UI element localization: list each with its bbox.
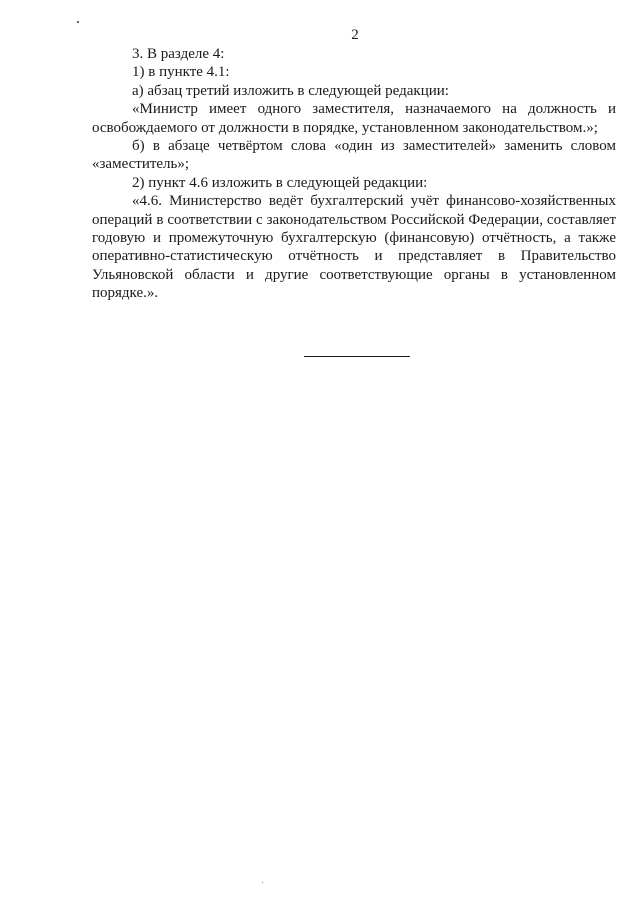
clause-item: 1) в пункте 4.1:	[132, 64, 230, 81]
subclause-item: а) абзац третий изложить в следующей редакции:	[132, 82, 449, 99]
quoted-text: «4.6. Министерство ведёт бухгалтерский учёт финансово-хозяйственных операций в соответствии с законодательством Российской Федерации, составляет годовую и промежуточную бухгалтерскую (финансовую) отчётность, а также оперативно-статистическую отчётность и представляет в Правительство Ульяновской области и другие соответствующие органы в установленном порядке.».	[92, 193, 616, 302]
quoted-text: «Министр имеет одного заместителя, назначаемого на должность и освобождаемого от должности в порядке, установленном законодательством.»;	[92, 101, 616, 136]
section-heading: 3. В разделе 4:	[132, 46, 225, 62]
scan-artifact-dot	[77, 21, 79, 23]
end-separator-line	[304, 356, 410, 357]
document-body	[92, 45, 616, 303]
scan-artifact-dot	[262, 882, 263, 883]
subclause-item: б) в абзаце четвёртом слова «один из заместителей» заменить словом «заместитель»;	[92, 138, 616, 173]
clause-item: 2) пункт 4.6 изложить в следующей редакции:	[132, 174, 428, 191]
page-number: 2	[351, 27, 359, 43]
